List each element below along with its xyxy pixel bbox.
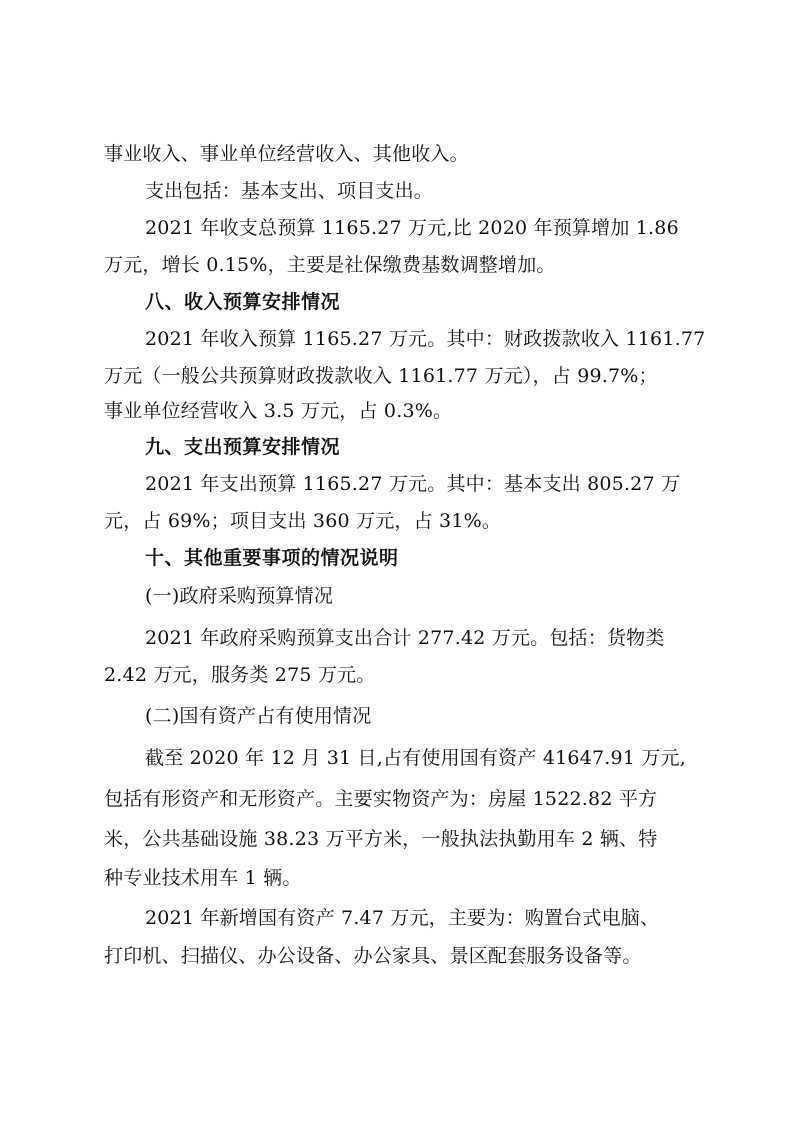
paragraph-line-14: 2021 年政府采购预算支出合计 277.42 万元。包括：货物类: [145, 627, 665, 649]
paragraph-line-20: 种专业技术用车 1 辆。: [104, 867, 302, 889]
section-heading-9: 九、支出预算安排情况: [145, 436, 341, 458]
paragraph-line-8: 事业单位经营收入 3.5 万元，占 0.3%。: [104, 400, 453, 422]
subsection-heading-2: (二)国有资产占有使用情况: [145, 705, 372, 727]
paragraph-line-22: 打印机、扫描仪、办公设备、办公家具、景区配套服务设备等。: [104, 945, 642, 967]
subsection-heading-1: (一)政府采购预算情况: [145, 585, 334, 607]
section-heading-10: 十、其他重要事项的情况说明: [145, 547, 399, 569]
section-heading-8: 八、收入预算安排情况: [145, 291, 341, 313]
paragraph-line-2: 支出包括：基本支出、项目支出。: [145, 180, 434, 202]
paragraph-line-11: 元，占 69%；项目支出 360 万元，占 31%。: [104, 510, 502, 532]
paragraph-line-15: 2.42 万元，服务类 275 万元。: [104, 664, 376, 686]
paragraph-line-17: 截至 2020 年 12 月 31 日,占有使用国有资产 41647.91 万元,: [145, 747, 686, 769]
paragraph-line-1: 事业收入、事业单位经营收入、其他收入。: [104, 143, 469, 165]
paragraph-line-19: 米，公共基础设施 38.23 万平方米，一般执法执勤用车 2 辆、特: [104, 828, 658, 850]
paragraph-line-3: 2021 年收支总预算 1165.27 万元,比 2020 年预算增加 1.86: [145, 217, 679, 239]
paragraph-line-18: 包括有形资产和无形资产。主要实物资产为：房屋 1522.82 平方: [104, 788, 658, 810]
paragraph-line-6: 2021 年收入预算 1165.27 万元。其中：财政拨款收入 1161.77: [145, 328, 706, 350]
paragraph-line-21: 2021 年新增国有资产 7.47 万元，主要为：购置台式电脑、: [145, 907, 660, 929]
paragraph-line-10: 2021 年支出预算 1165.27 万元。其中：基本支出 805.27 万: [145, 473, 681, 495]
paragraph-line-4: 万元，增长 0.15%，主要是社保缴费基数调整增加。: [104, 254, 556, 276]
paragraph-line-7: 万元（一般公共预算财政拨款收入 1161.77 万元），占 99.7%；: [104, 365, 658, 387]
